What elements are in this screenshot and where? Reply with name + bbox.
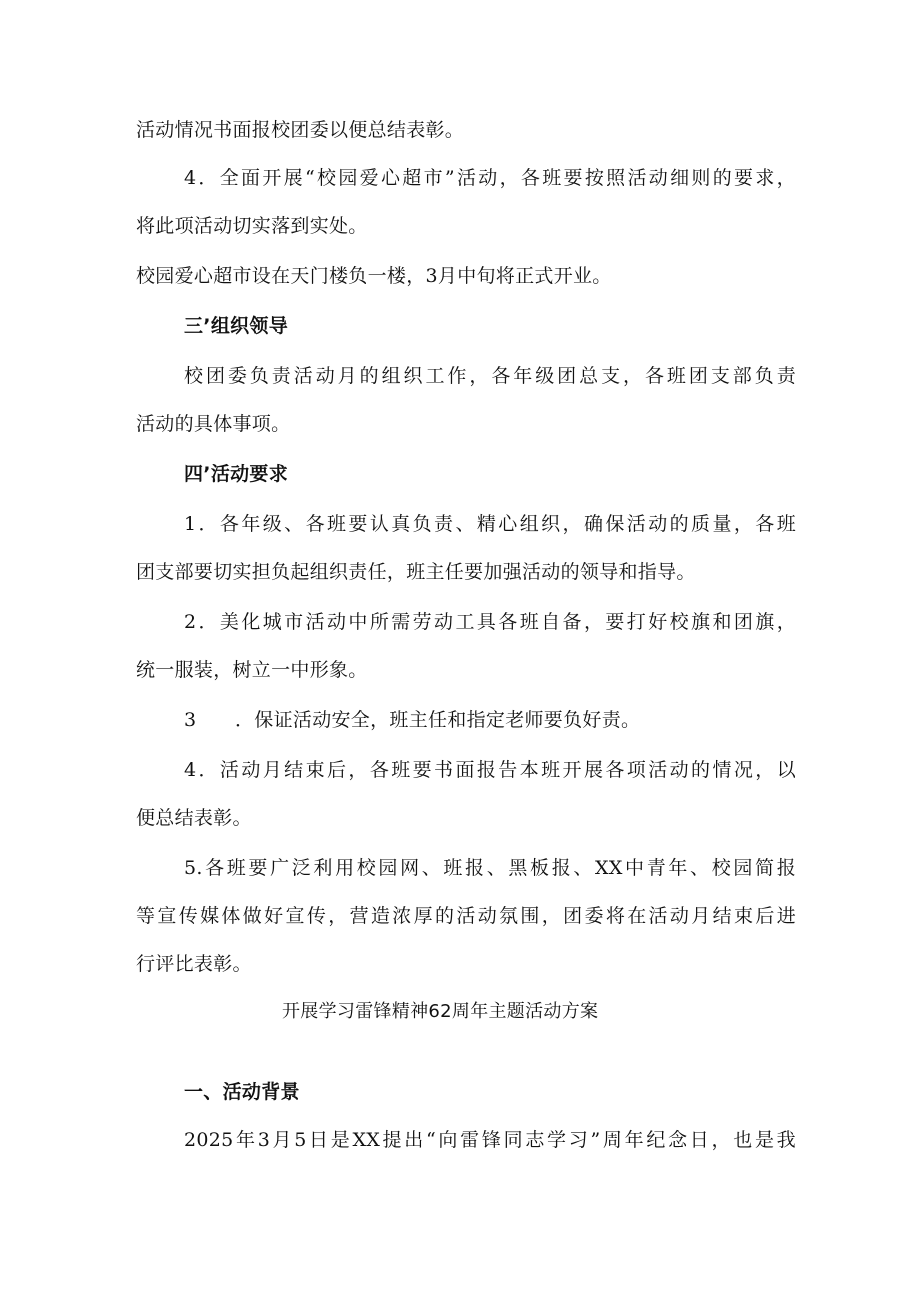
paragraph-line: 团支部要切实担负起组织责任，班主任要加强活动的领导和指导。 [136,561,696,583]
section-heading: 四’活动要求 [184,463,289,485]
paragraph-line: 校团委负责活动月的组织工作，各年级团总支，各班团支部负责 [184,365,796,387]
paragraph-line: 等宣传媒体做好宣传，营造浓厚的活动氛围，团委将在活动月结束后进 [136,905,796,927]
paragraph-line: 2025年3月5日是XX提出“向雷锋同志学习”周年纪念日，也是我 [184,1129,796,1151]
paragraph-line: 统一服装，树立一中形象。 [136,659,368,681]
paragraph-line: 活动的具体事项。 [136,413,291,435]
list-item-line: 1．各年级、各班要认真负责、精心组织，确保活动的质量，各班 [184,513,796,535]
paragraph-line: 校园爱心超市设在天门楼负一楼，3月中旬将正式开业。 [136,265,612,287]
list-item-line: 5.各班要广泛利用校园网、班报、黑板报、XX中青年、校园简报 [184,857,796,879]
section-heading: 三’组织领导 [184,315,289,337]
section-heading: 一、活动背景 [184,1081,300,1103]
list-item-line: 2．美化城市活动中所需劳动工具各班自备，要打好校旗和团旗， [184,611,796,633]
document-title: 开展学习雷锋精神62周年主题活动方案 [282,1001,599,1022]
paragraph-line: 将此项活动切实落到实处。 [136,215,368,237]
list-item-line: 4．活动月结束后，各班要书面报告本班开展各项活动的情况，以 [184,759,796,781]
list-item-line: 3 ．保证活动安全，班主任和指定老师要负好责。 [184,709,641,731]
paragraph-line: 行评比表彰。 [136,953,252,975]
list-item-line: 4．全面开展“校园爱心超市”活动，各班要按照活动细则的要求， [184,167,796,189]
paragraph-line: 便总结表彰。 [136,807,252,829]
paragraph-line: 活动情况书面报校团委以便总结表彰。 [136,119,465,141]
